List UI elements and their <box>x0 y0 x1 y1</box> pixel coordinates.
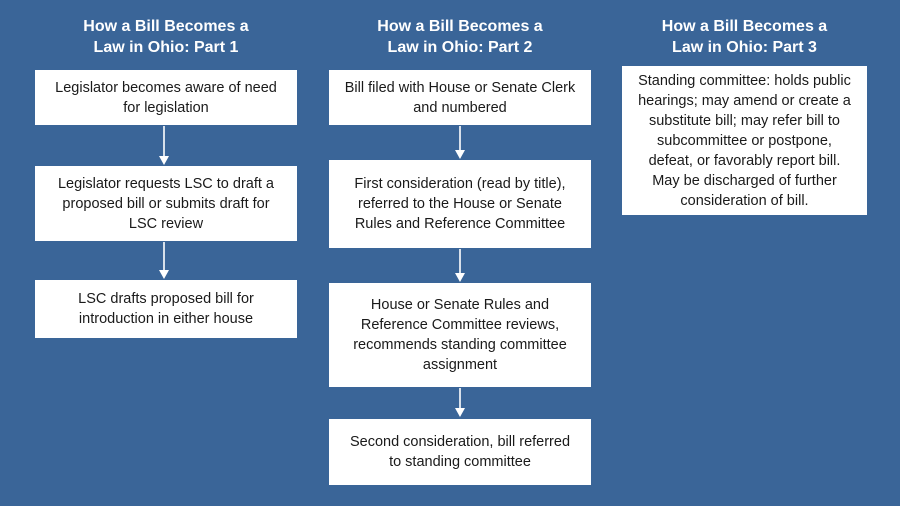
part-2-step-2: First consideration (read by title), referred to the House or Senate Rules and Reference Committee <box>329 160 591 248</box>
part-1-step-1: Legislator becomes aware of need for legislation <box>35 70 297 125</box>
arrow-down-icon <box>158 126 170 166</box>
part-2-step-3: House or Senate Rules and Reference Committee reviews, recommends standing committee assignment <box>329 283 591 387</box>
part-1-step-3: LSC drafts proposed bill for introduction in either house <box>35 280 297 338</box>
part-2-step-4: Second consideration, bill referred to standing committee <box>329 419 591 485</box>
part-2-title: How a Bill Becomes a Law in Ohio: Part 2 <box>377 18 543 56</box>
part-1-step-2: Legislator requests LSC to draft a proposed bill or submits draft for LSC review <box>35 166 297 241</box>
part-1-title: How a Bill Becomes a Law in Ohio: Part 1 <box>83 18 249 56</box>
arrow-down-icon <box>454 388 466 418</box>
part-3-step-1: Standing committee: holds public hearings; may amend or create a substitute bill; may refer bill to subcommittee or postpone, defeat, or favorably report bill. May be discharged of further consideration of bill. <box>622 66 867 215</box>
arrow-down-icon <box>158 242 170 280</box>
part-3-title: How a Bill Becomes a Law in Ohio: Part 3 <box>661 18 828 56</box>
arrow-down-icon <box>454 249 466 283</box>
part-2-step-1: Bill filed with House or Senate Clerk and numbered <box>329 70 591 125</box>
arrow-down-icon <box>454 126 466 160</box>
